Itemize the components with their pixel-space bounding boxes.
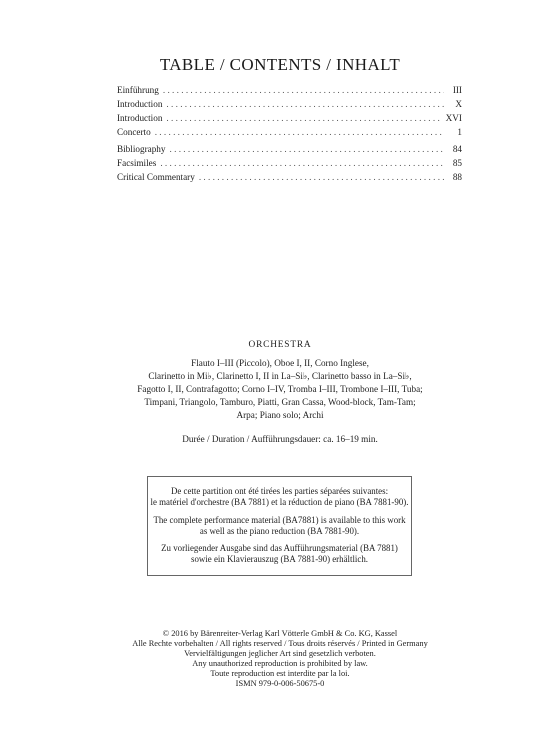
toc-entry-concerto (117, 125, 462, 139)
copyright-colophon (0, 629, 560, 689)
instrumentation-line: Fagotto I, II, Contrafagotto; Corno I–IV, Tromba I–III, Trombone I–III, Tuba; (137, 384, 423, 394)
notice-french (148, 486, 411, 508)
toc-entry-label: Concerto (117, 127, 151, 137)
toc-entry-page: 88 (452, 172, 462, 182)
colophon-line: Any unauthorized reproduction is prohibited by law. (192, 659, 368, 668)
notice-line: as well as the piano reduction (BA 7881-90). (199, 526, 360, 536)
toc-entry-label: Facsimiles (117, 158, 157, 168)
colophon-line: Toute reproduction est interdite par la loi. (210, 669, 350, 678)
toc-entry-page: X (455, 99, 462, 109)
toc-leader-dots (163, 83, 444, 93)
toc-entry-bibliography (117, 142, 462, 156)
toc-entry-label: Introduction (117, 99, 163, 109)
toc-leader-dots (160, 156, 444, 166)
toc-leader-dots (170, 142, 445, 152)
colophon-line: ISMN 979-0-006-50675-0 (235, 679, 325, 688)
toc-entry-page: 85 (452, 158, 462, 168)
toc-leader-dots (199, 170, 444, 180)
notice-line: le matériel d'orchestre (BA 7881) et la réduction de piano (BA 7881-90). (150, 497, 409, 507)
orchestra-instrumentation (0, 357, 560, 422)
toc-entry-page: XVI (445, 113, 462, 123)
instrumentation-line: Clarinetto in Mi♭, Clarinetto I, II in La–Si♭, Clarinetto basso in La–Si♭, (148, 371, 412, 381)
toc-leader-dots (155, 125, 444, 135)
toc-entry-label: Introduction (117, 113, 163, 123)
toc-entry-page: 84 (452, 144, 462, 154)
performance-material-notice (147, 476, 412, 576)
toc-entry-label: Bibliography (117, 144, 166, 154)
instrumentation-line: Arpa; Piano solo; Archi (236, 410, 324, 420)
notice-line: De cette partition ont été tirées les parties séparées suivantes: (170, 486, 389, 496)
toc-entry-introduction-en (117, 111, 462, 125)
page-title: TABLE / CONTENTS / INHALT (159, 55, 401, 74)
instrumentation-line: Flauto I–III (Piccolo), Oboe I, II, Corno Inglese, (191, 358, 369, 368)
toc-entry-page: 1 (457, 127, 462, 137)
colophon-line: Vervielfältigungen jeglicher Art sind gesetzlich verboten. (184, 649, 376, 658)
colophon-line: © 2016 by Bärenreiter-Verlag Karl Vötterle GmbH & Co. KG, Kassel (162, 629, 398, 638)
toc-entry-page: III (452, 85, 462, 95)
toc-entry-introduction-fr (117, 97, 462, 111)
toc-leader-dots (166, 111, 441, 121)
toc-entry-label: Einführung (117, 85, 159, 95)
notice-english (148, 515, 411, 537)
toc-entry-einfuehrung (117, 83, 462, 97)
toc-entry-facsimiles (117, 156, 462, 170)
toc-leader-dots (166, 97, 444, 107)
instrumentation-line: Timpani, Triangolo, Tamburo, Piatti, Gran Cassa, Wood-block, Tam-Tam; (144, 397, 416, 407)
notice-line: sowie ein Klavierauszug (BA 7881-90) erhältlich. (191, 554, 368, 564)
notice-line: The complete performance material (BA7881) is available to this work (153, 515, 406, 525)
toc-entry-critical-commentary (117, 170, 462, 184)
orchestra-heading: ORCHESTRA (248, 340, 312, 350)
toc-entry-label: Critical Commentary (117, 172, 195, 182)
colophon-line: Alle Rechte vorbehalten / All rights reserved / Tous droits réservés / Printed in Germany (132, 639, 428, 648)
notice-line: Zu vorliegender Ausgabe sind das Aufführungsmaterial (BA 7881) (161, 543, 398, 553)
duration-text: Durée / Duration / Aufführungsdauer: ca. 16–19 min. (182, 434, 378, 444)
notice-german (148, 543, 411, 565)
